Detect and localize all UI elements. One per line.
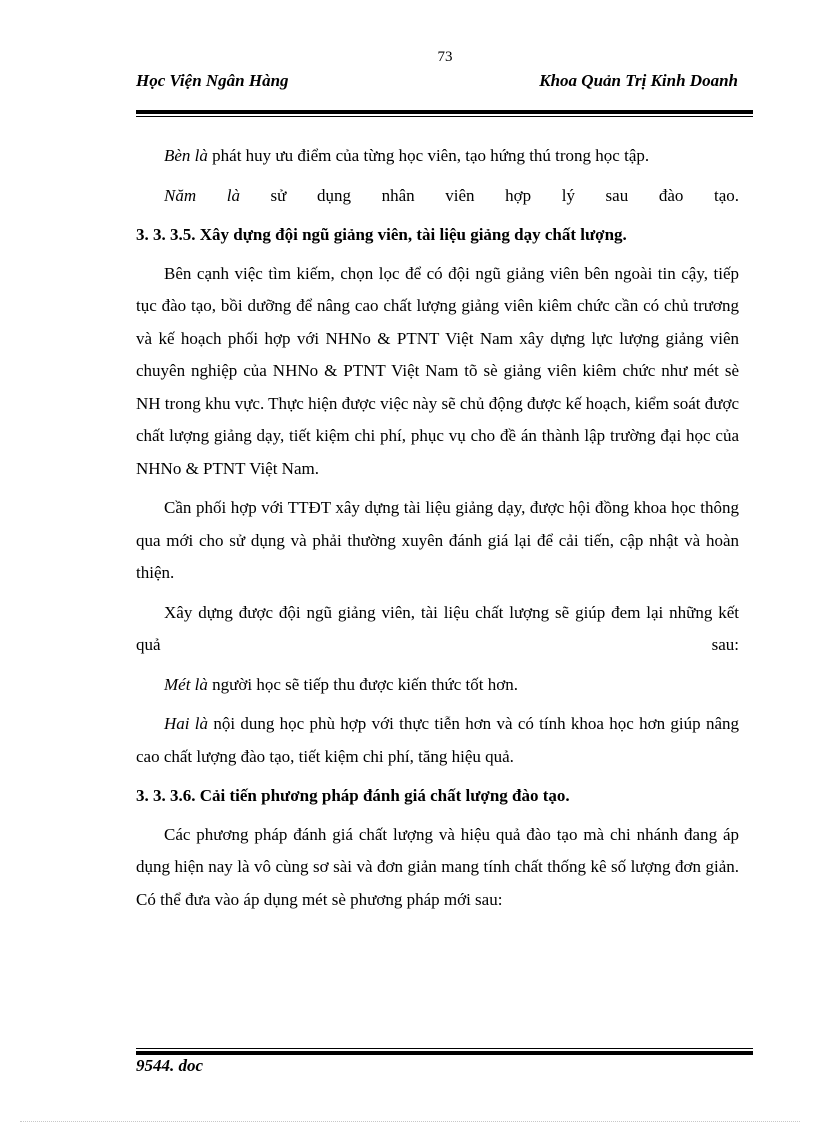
paragraph: Các phương pháp đánh giá chất lượng và hiệu quả đào tạo mà chi nhánh đang áp dụng hiện nay là vô cùng sơ sài và đơn giản mang tính chất thống kê số lượng đơn giản. Có thể đưa vào áp dụng mét sè phương pháp mới sau: (136, 824, 739, 909)
paragraph: Cần phối hợp với TTĐT xây dựng tài liệu giảng dạy, được hội đồng khoa học thông qua mới cho sử dụng và phải thường xuyên đánh giá lại để cải tiến, cập nhật và hoàn thiện. (136, 498, 739, 582)
paragraph: Mét là người học sẽ tiếp thu được kiến thức tốt hơn. (164, 674, 518, 694)
header-right-title: Khoa Quản Trị Kinh Doanh (539, 71, 738, 90)
paragraph-lead: Năm là (164, 185, 240, 205)
footer-filename: 9544. doc (136, 1056, 204, 1075)
paragraph: Năm là sử dụng nhân viên hợp lý sau đào tạo. (164, 185, 739, 205)
footer-rule (136, 1048, 753, 1055)
section-heading: 3. 3. 3.5. Xây dựng đội ngũ giảng viên, tài liệu giảng dạy chất lượng. (136, 225, 627, 244)
paragraph-lead: Mét là (164, 674, 208, 694)
page-number: 73 (437, 49, 453, 65)
paragraph-lead: Bèn là (164, 146, 208, 165)
paragraph: Xây dựng được đội ngũ giảng viên, tài liệu chất lượng sẽ giúp đem lại những kết quả sau: (136, 602, 739, 654)
paragraph: Bên cạnh việc tìm kiếm, chọn lọc để có đội ngũ giảng viên bên ngoài tin cậy, tiếp tục đào tạo, bồi dưỡng để nâng cao chất lượng giảng viên kiêm chức cần có chủ trương và kế hoạch phối hợp với NHNo & PTNT Việt Nam xây dựng lực lượng giảng viên chuyên nghiệp của NHNo & PTNT Việt Nam tõ sè giảng viên kiêm chức như mét sè NH trong khu vực. Thực hiện được việc này sẽ chủ động được kế hoạch, kiểm soát được chất lượng giảng dạy, tiết kiệm chi phí, phục vụ cho đề án thành lập trường đại học của NHNo & PTNT Việt Nam. (136, 263, 739, 478)
header-left-title: Học Viện Ngân Hàng (136, 71, 289, 90)
paragraph-lead: Hai là (164, 714, 209, 733)
page-edge (20, 1121, 800, 1122)
document-body (136, 140, 739, 923)
paragraph: Bèn là phát huy ưu điểm của từng học viên, tạo hứng thú trong học tập. (164, 146, 650, 165)
section-heading: 3. 3. 3.6. Cải tiến phương pháp đánh giá chất lượng đào tạo. (136, 786, 570, 805)
header-rule (136, 110, 753, 117)
paragraph: Hai là nội dung học phù hợp với thực tiễn hơn và có tính khoa học hơn giúp nâng cao chất lượng đào tạo, tiết kiệm chi phí, tăng hiệu quả. (136, 714, 739, 766)
